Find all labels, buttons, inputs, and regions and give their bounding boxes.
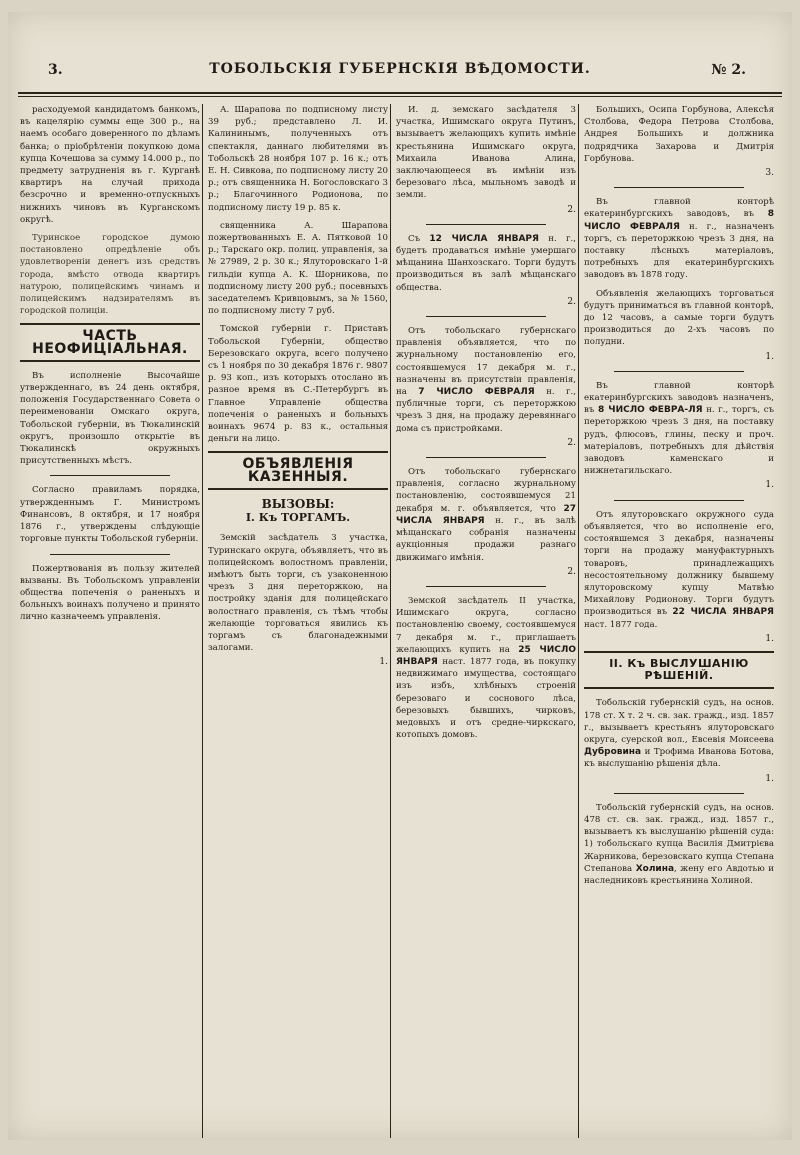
article-paragraph: Земскій засѣдатель 3 участка, Туринскаго округа, объявляетъ, что въ полицейскомъ волостномъ правленіи, имѣютъ быть торги, съ узаконенною чрезъ 3 дня переторжкою, на постройку зданія для полицейскаго волостнаго правленія, съ тѣмъ чтобы желающіе торговаться явились къ торгамъ съ благонадежными залогами. [208,533,388,654]
signature-number: 2. [567,204,576,215]
article-paragraph: Тобольскій губернскій судъ, на основ. 178 ст. Х т. 2 ч. св. зак. гражд., изд. 1857 г., вызываетъ крестьянъ ялуторовскаго округа, суерской вол., Евсевія Моисеева Дубровина и Трофима Иванова Ботова, къ выслушанію рѣшенія дѣла. [584,698,774,770]
signature-number: 2. [567,296,576,307]
article-paragraph: Въ исполненіе Высочайше утвержденнаго, въ 24 день октября, положенія Государственнаго Совета о переименованіи Омскаго округа, Тобольской губерніи, въ Тюкалинскій округъ, произошло открытіе въ Тюкалинскѣ окружныхъ присутственныхъ мѣстъ. [20,370,200,467]
highlighted-term: 12 ЧИСЛА ЯНВАРЯ [429,233,539,244]
signature-number: 1. [765,480,774,491]
column-4 [584,104,774,1138]
signature-number: 3. [765,168,774,179]
highlighted-term: 22 ЧИСЛА ЯНВАРЯ [672,607,774,618]
separator [426,586,546,587]
article-paragraph: Туринское городское думою постановлено опредѣленіе объ удовлетвореніи денегъ изъ средствъ города, вмѣсто отвода квартиръ натурою, полицейскимъ чинамъ и полицейскимъ надзирателямъ въ городской полиціи. [20,233,200,317]
highlighted-term: 8 ЧИСЛО ФЕВРА-ЛЯ [597,405,703,416]
column-1 [20,104,200,1138]
auctions-heading: I. Къ ТОРГАМЪ. [245,511,351,525]
signature-number: 1. [765,351,774,362]
newspaper-title: ТОБОЛЬСКІЯ ГУБЕРНСКІЯ ВѢДОМОСТИ. [209,61,591,77]
signature-number: 2. [567,566,576,577]
highlighted-term: 25 ЧИСЛО ЯНВАРЯ [396,644,576,667]
column-3 [396,104,576,1138]
separator [426,316,546,317]
separator [50,554,170,555]
article-paragraph: священника А. Шарапова пожертвованныхъ Е. А. Пятковой 10 р.; Тарскаго окр. полиц. управленія, за № 27989, 2 р. 30 к.; Ялуторовскаго 1-й гильдіи купца А. К. Шорникова, по подписному листу 200 руб.; посевныхъ заседателемъ Кривцовымъ, за № 1560, по подписному листу 7 руб. [208,220,388,317]
newspaper-page [8,12,792,1140]
separator [50,475,170,476]
signature-number: 2. [567,437,576,448]
article-paragraph: Съ 12 ЧИСЛА ЯНВАРЯ н. г., будетъ продаваться имѣніе умершаго мѣщанина Шанхозскаго. Торги будутъ производиться въ залѣ мѣщанскаго общества. [396,233,576,293]
separator [614,500,744,501]
separator [614,187,744,188]
highlighted-term: 27 ЧИСЛА ЯНВАРЯ [396,503,576,526]
header-rule-thin [18,96,782,97]
separator [426,457,546,458]
header-rule [18,92,782,94]
article-paragraph: Отъ тобольскаго губернскаго правленія, согласно журнальному постановленію, состоявшемуся 21 декабря м. г. объявляется, что 27 ЧИСЛА ЯНВАРЯ н. г., въ залѣ мѣщанскаго собранія назначены аукціонныя продажи разнаго движимаго имѣнія. [396,467,576,563]
column-divider [578,104,579,1138]
separator [614,371,744,372]
calls-heading: ВЫЗОВЫ: [261,496,335,511]
signature-number: 1. [379,657,388,668]
highlighted-term: 8 ЧИСЛО ФЕВРАЛЯ [584,209,774,232]
column-divider [202,104,203,1138]
highlighted-term: Холина [635,863,675,874]
article-paragraph: Томской губерніи г. Приставъ Тобольской Губерніи, общество Березовскаго округа, всего получено съ 1 ноября по 30 декабря 1876 г. 9807 р. 93 коп., изъ которыхъ отослано въ разное время въ С.-Петербургъ въ Главное Управленіе общества попеченія о раненыхъ и больныхъ воинахъ 9674 р. 83 к., остальныя деньги на лицо. [208,324,388,445]
section-heading-hearing: II. Къ ВЫСЛУШАНІЮ РѢШЕНІЙ. [584,651,774,689]
article-paragraph: Пожертвованія въ пользу жителей вызваны. Въ Тобольскомъ управленіи общества попеченія о раненыхъ и больныхъ воинахъ получено и принято лично казначеемъ управленія. [20,563,200,623]
column-divider [390,104,391,1138]
article-paragraph: Согласно правиламъ порядка, утвержденнымъ Г. Министромъ Финансовъ, 8 октября, и 17 ноября 1876 г., утверждены слѣдующіе торговые пункты Тобольской губерніи. [20,485,200,545]
section-heading-state-ads: ОБЪЯВЛЕНІЯ КАЗЕННЫЯ. [208,451,388,489]
signature-number: 1. [765,633,774,644]
article-paragraph: Отъ тобольскаго губернскаго правленія объявляется, что по журнальному постановленію его, состоявшемуся 17 декабря м. г., назначены въ присутствіи правленія, на 7 ЧИСЛО ФЕВРАЛЯ н. г., публичные торги, съ переторжкою чрезъ 3 дня, на продажу деревяннаго дома съ пристройками. [396,326,576,434]
article-paragraph: Земской засѣдатель II участка, Ишимскаго округа, согласно постановленію своему, состоявшемуся 7 декабря м. г., приглашаетъ желающихъ купить на 25 ЧИСЛО ЯНВАРЯ наст. 1877 года, въ покупку недвижимаго имущества, состоящаго изъ избъ, хлѣбныхъ строеній березоваго и соснового лѣса, березовыхъ бывшихъ, чирковъ, медовыхъ и отъ средне-чиркскаго, котопыхъ домовъ. [396,595,576,741]
article-paragraph: Въ главной конторѣ екатеринбургскихъ заводовъ, въ 8 ЧИСЛО ФЕВРАЛЯ н. г., назначенъ торгъ, съ переторжкою чрезъ 3 дня, на поставку лѣсныхъ матеріаловъ, потребныхъ для екатеринбургскихъ заводовъ въ 1878 году. [584,197,774,281]
highlighted-term: 7 ЧИСЛО ФЕВРАЛЯ [418,387,535,398]
separator [426,224,546,225]
signature-number: 1. [765,773,774,784]
highlighted-term: Дубровина [584,747,642,758]
article-paragraph: расходуемой кандидатомъ банкомъ, въ кацелярію суммы еще 300 р., на наемъ особаго доверенного по дѣламъ банка; о пріобрѣтеніи покупкою дома купца Кочешова за сумму 14.000 р., по предмету затрудненія въ г. Курганѣ квартиръ на случай прихода безсрочно и временно-отпускныхъ нижнихъ чиновъ въ Курганскомъ округѣ. [20,105,200,225]
article-paragraph: Отъ ялуторовскаго окружного суда объявляется, что во исполненіе его, состоявшемся 3 декабря, назначены торги на продажу мануфактурныхъ товаровъ, принадлежащихъ несостоятельному должнику бывшему ялуторовскому купцу Матвѣю Михайлову Родионову. Торги будутъ производиться въ 22 ЧИСЛА ЯНВАРЯ наст. 1877 года. [584,509,774,630]
column-2 [208,104,388,1138]
article-paragraph: Объявленія желающихъ торговаться будутъ приниматься въ главной конторѣ, до 12 часовъ, а самые торги будутъ производиться до 2-хъ часовъ по полудни. [584,288,774,348]
article-paragraph: И. д. земскаго засѣдателя 3 участка, Ишимскаго округа Путинъ, вызываетъ желающихъ купить имѣніе крестьянина Ишимскаго округа, Михаила Иванова Алина, заключающееся въ имѣніи изъ березоваго лѣса, мыльномъ заводѣ и земли. [396,105,576,201]
page-number: 3. [48,62,63,78]
page-header [8,56,792,86]
section-heading-unofficial: ЧАСТЬ НЕОФИЦІАЛЬНАЯ. [20,323,200,361]
issue-number: № 2. [711,62,746,78]
article-paragraph: Въ главной конторѣ екатеринбургскихъ заводовъ назначенъ, въ 8 ЧИСЛО ФЕВРА-ЛЯ н. г., торгъ, съ переторжкою чрезъ 3 дня, на поставку рудъ, флюсовъ, глины, песку и проч. матеріаловъ, потребныхъ для дѣйствія заводовъ каменскаго и нижнетагильскаго. [584,380,774,477]
article-paragraph: Большихъ, Осипа Горбунова, Алексѣя Столбова, Федора Петрова Столбова, Андрея Большихъ и должника подрядчика Захарова и Дмитрія Горбунова. [584,105,774,164]
separator [614,793,744,794]
article-paragraph: А. Шарапова по подписному листу 39 руб.; представлено Л. И. Калининымъ, полученныхъ отъ спектакля, даннаго любителями въ Тобольскѣ 28 ноября 107 р. 16 к.; отъ Е. Н. Сивкова, по подписному листу 20 р.; отъ священника Н. Богословскаго 3 р.; Благочинного Родионова, по подписному листу 19 р. 85 к. [208,105,388,213]
article-paragraph: Тобольскій губернскій судъ, на основ. 478 ст. св. зак. гражд., изд. 1857 г., вызываетъ къ выслушанію рѣшеній суда: 1) тобольскаго купца Василія Дмитрієва Жарникова, березовскаго купца Степана Степанова Холина, жену его Авдотью и наследниковъ крестьянина Холиной. [584,802,774,886]
